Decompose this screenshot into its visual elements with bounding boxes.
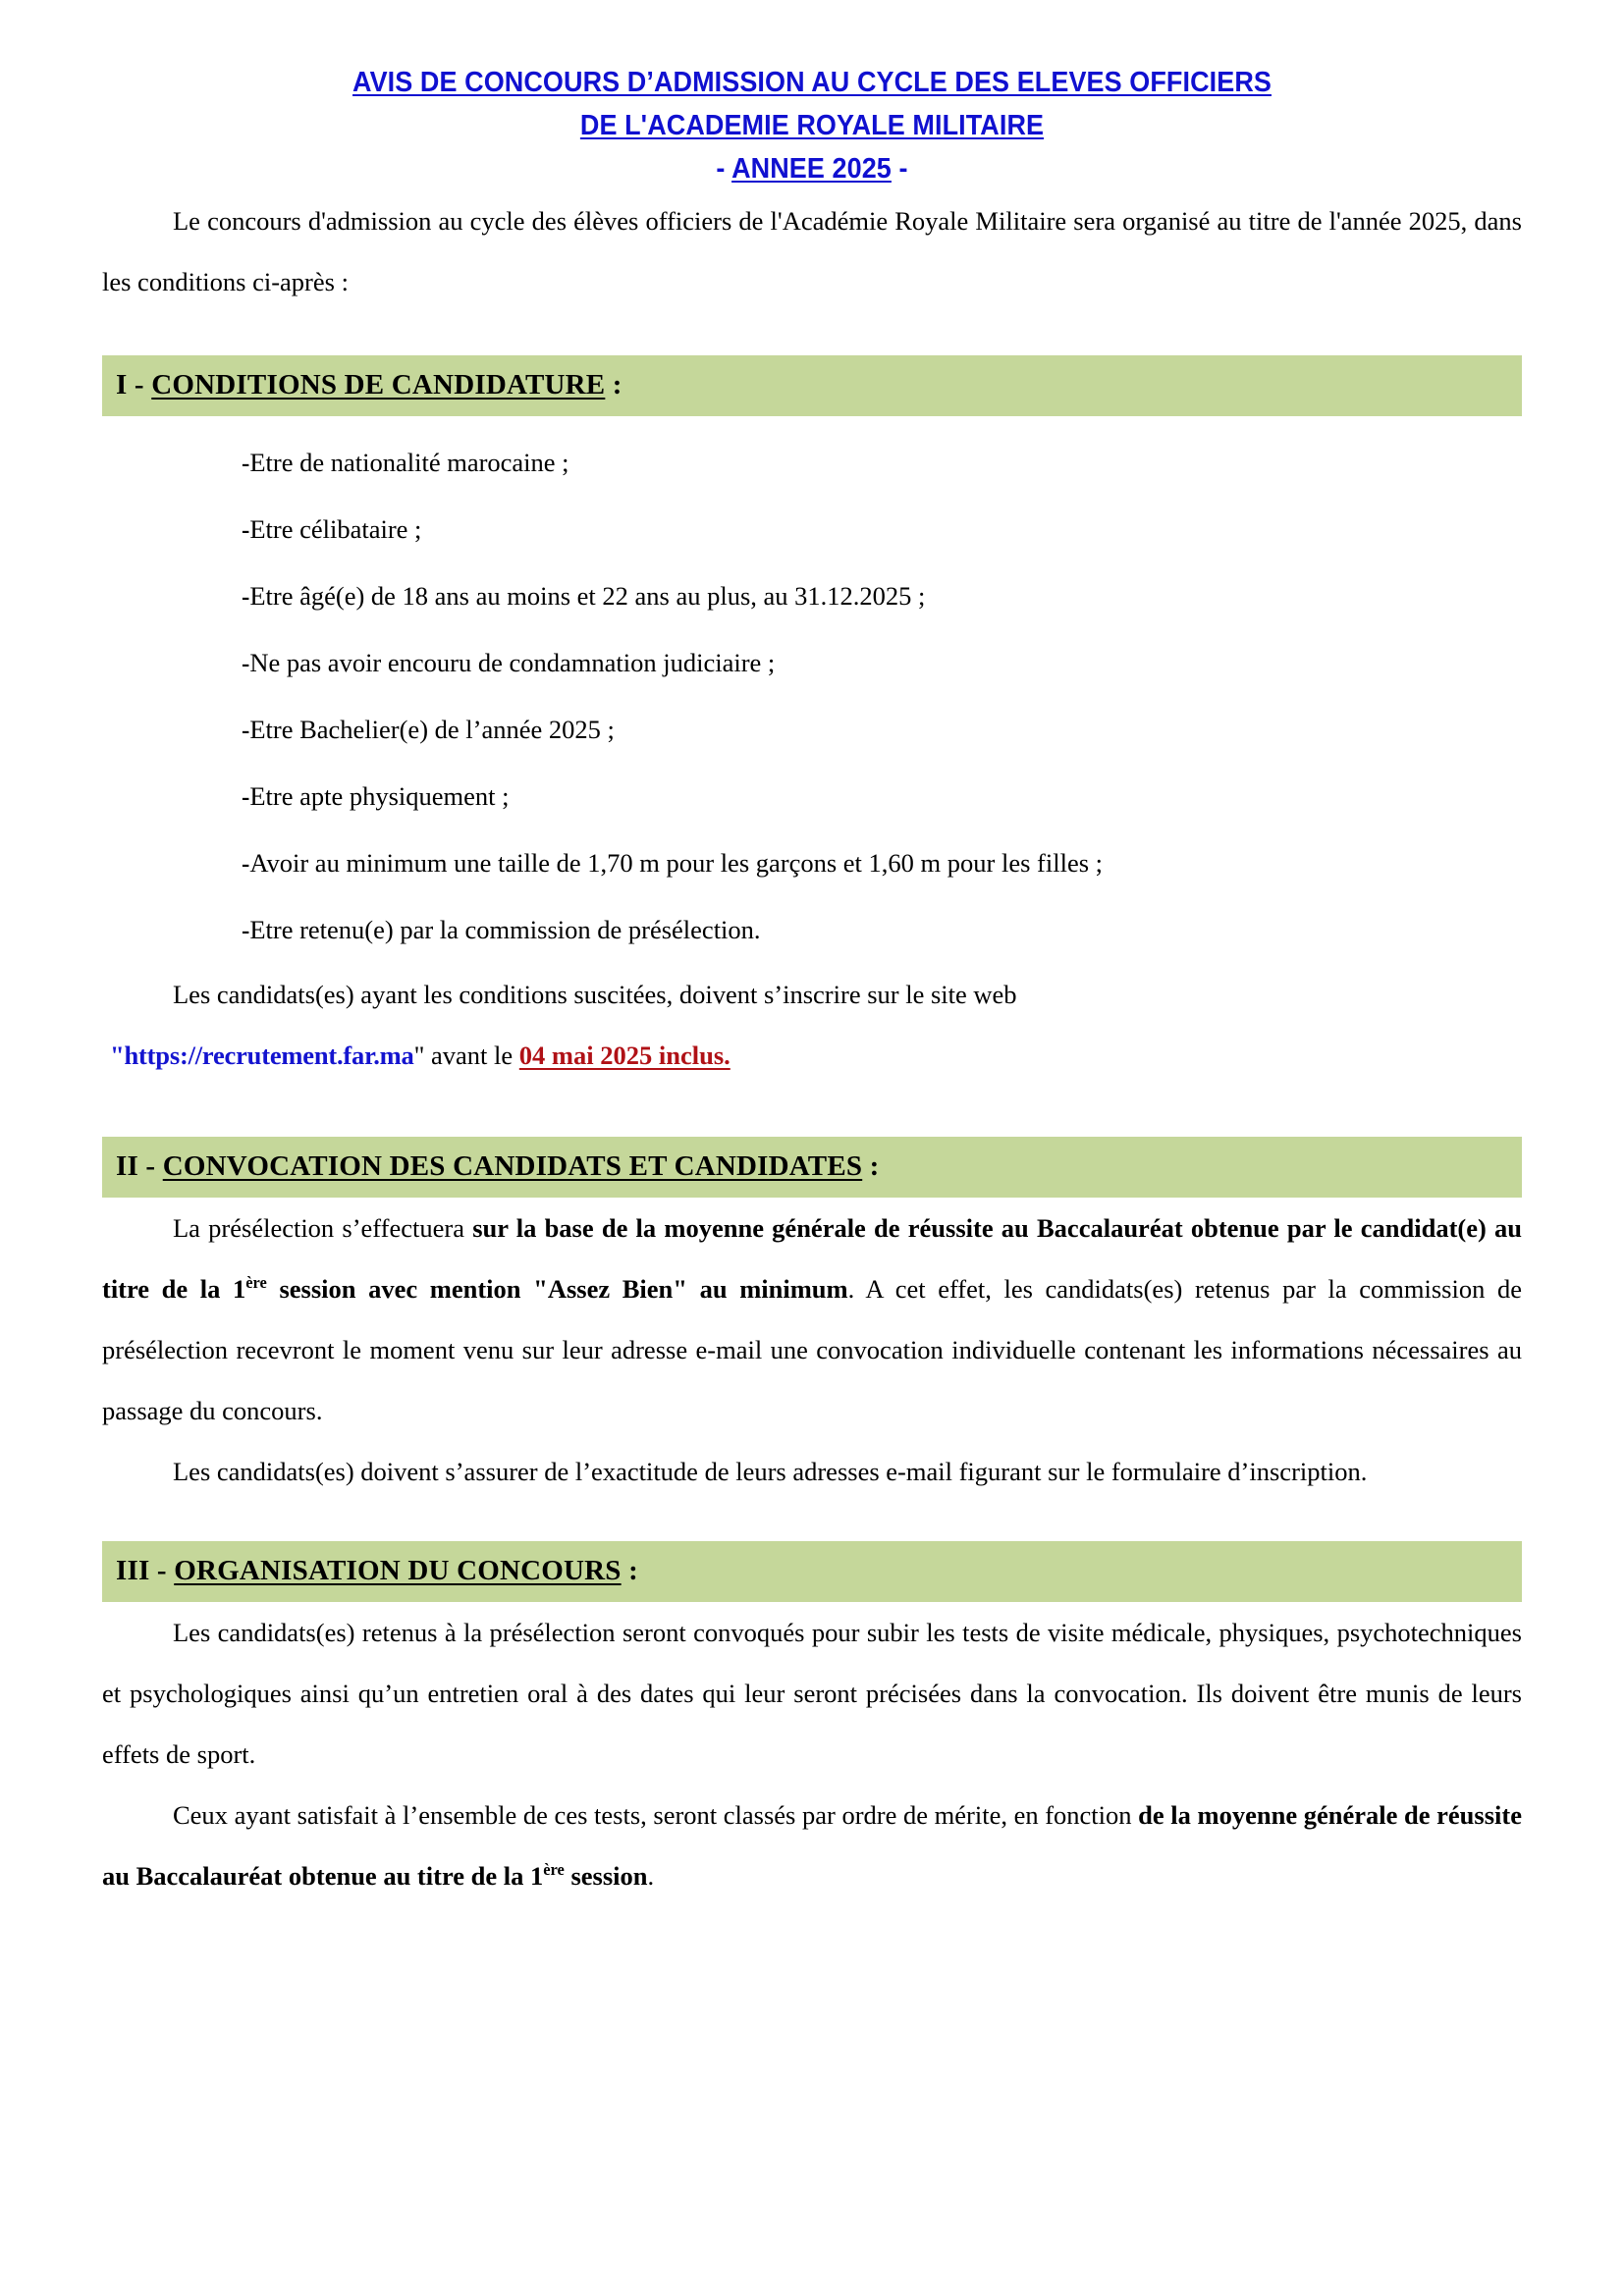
title-line-1 <box>152 61 1473 104</box>
list-item <box>242 830 1522 897</box>
s3-p2-superscript: ère <box>543 1860 565 1880</box>
registration-lead: Les candidats(es) ayant les conditions suscitées, doivent s’inscrire sur le site web <box>173 980 1017 1009</box>
quote-close: " <box>413 1041 425 1070</box>
section-1-numeral: I - <box>116 369 152 400</box>
list-item <box>242 630 1522 697</box>
quote-open: " <box>110 1041 125 1070</box>
section-2-paragraph-1 <box>102 1198 1522 1441</box>
year-suffix: - <box>891 153 908 185</box>
list-item <box>242 697 1522 764</box>
section-3-paragraph-1: Les candidats(es) retenus à la présélection seront convoqués pour subir les tests de visite médicale, physiques, psychotechniques et psychologiques ainsi qu’un entretien oral à des dates qui leur seront précisées dans la convocation. Ils doivent être munis de leurs effets de sport. <box>102 1618 1522 1769</box>
bullet-marker: - <box>242 651 250 677</box>
list-item <box>242 563 1522 630</box>
section-3 <box>102 1541 1522 1906</box>
section-1 <box>102 355 1522 1086</box>
list-item-text: Ne pas avoir encouru de condamnation judiciaire ; <box>249 648 776 677</box>
year-text: ANNEE 2025 <box>731 153 892 185</box>
s2-p1-lead: La présélection s’effectuera <box>173 1213 473 1243</box>
list-item <box>242 764 1522 830</box>
list-item-text: Etre âgé(e) de 18 ans au moins et 22 ans au plus, au 31.12.2025 ; <box>249 581 926 611</box>
bullet-marker: - <box>242 517 250 544</box>
intro-paragraph: Le concours d'admission au cycle des élèves officiers de l'Académie Royale Militaire sera organisé au titre de l'année 2025, dans les conditions ci-après : <box>102 206 1522 296</box>
title-line-year <box>152 147 1473 190</box>
bullet-marker: - <box>242 718 250 744</box>
list-item-text: Etre de nationalité marocaine ; <box>249 448 569 477</box>
year-prefix: - <box>716 153 732 185</box>
list-item-text: Etre célibataire ; <box>249 514 422 544</box>
bullet-marker: - <box>242 851 250 878</box>
registration-deadline: 04 mai 2025 inclus. <box>518 1041 731 1070</box>
section-2-title: CONVOCATION DES CANDIDATS ET CANDIDATES <box>162 1150 863 1182</box>
s3-p2-lead: Ceux ayant satisfait à l’ensemble de ces tests, seront classés par ordre de mérite, en fonction <box>173 1800 1139 1830</box>
list-item <box>242 897 1522 964</box>
section-3-title: ORGANISATION DU CONCOURS <box>174 1555 622 1586</box>
s3-p2-bold-a: de la moyenne générale de réussite au Baccalauréat obtenue au titre de la 1 <box>102 1800 1522 1891</box>
list-item-text: Etre retenu(e) par la commission de présélection. <box>249 915 761 944</box>
bullet-marker: - <box>242 784 250 811</box>
section-3-heading <box>102 1541 1522 1602</box>
document-title <box>102 61 1522 190</box>
s2-p1-tail: . A cet effet, les candidats(es) retenus par la commission de présélection recevront le moment venu sur leur adresse e-mail une convocation individuelle contenant les informations nécessaires au passage du concours. <box>102 1274 1522 1425</box>
s3-p2-tail: . <box>647 1861 655 1891</box>
bullet-marker: - <box>242 584 250 611</box>
section-1-title: CONDITIONS DE CANDIDATURE <box>151 369 606 400</box>
registration-link-line <box>102 1025 1522 1086</box>
title-line-2 <box>152 104 1473 147</box>
list-item-text: Etre Bachelier(e) de l’année 2025 ; <box>249 715 615 744</box>
section-1-heading <box>102 355 1522 416</box>
deadline-prefix: avant le <box>424 1041 519 1070</box>
registration-url[interactable]: https://recrutement.far.ma <box>124 1041 414 1070</box>
section-3-paragraph-2 <box>102 1785 1522 1906</box>
s2-p1-bold-b: session avec mention "Assez Bien" au minimum <box>266 1274 848 1304</box>
list-item-text: Avoir au minimum une taille de 1,70 m pour les garçons et 1,60 m pour les filles ; <box>249 848 1104 878</box>
s2-p1-superscript: ère <box>245 1273 267 1293</box>
section-2 <box>102 1137 1522 1502</box>
title-line-1-text: AVIS DE CONCOURS D’ADMISSION AU CYCLE DES ELEVES OFFICIERS <box>352 67 1272 98</box>
section-1-colon: : <box>605 369 623 400</box>
s2-p1-bold-a: sur la base de la moyenne générale de réussite au Baccalauréat obtenue par le candidat(e) au titre de la 1 <box>102 1213 1523 1304</box>
bullet-marker: - <box>242 451 250 477</box>
section-2-paragraph-2: Les candidats(es) doivent s’assurer de l’exactitude de leurs adresses e-mail figurant sur le formulaire d’inscription. <box>173 1457 1368 1486</box>
list-item <box>242 497 1522 563</box>
section-2-colon: : <box>862 1150 880 1182</box>
bullet-marker: - <box>242 918 250 944</box>
section-3-colon: : <box>621 1555 638 1586</box>
list-item-text: Etre apte physiquement ; <box>249 781 510 811</box>
section-2-numeral: II - <box>116 1150 163 1182</box>
conditions-list <box>102 430 1522 964</box>
section-2-heading <box>102 1137 1522 1198</box>
section-3-numeral: III - <box>116 1555 175 1586</box>
title-line-2-text: DE L'ACADEMIE ROYALE MILITAIRE <box>579 110 1045 141</box>
s3-p2-bold-b: session <box>564 1861 648 1891</box>
list-item <box>242 430 1522 497</box>
